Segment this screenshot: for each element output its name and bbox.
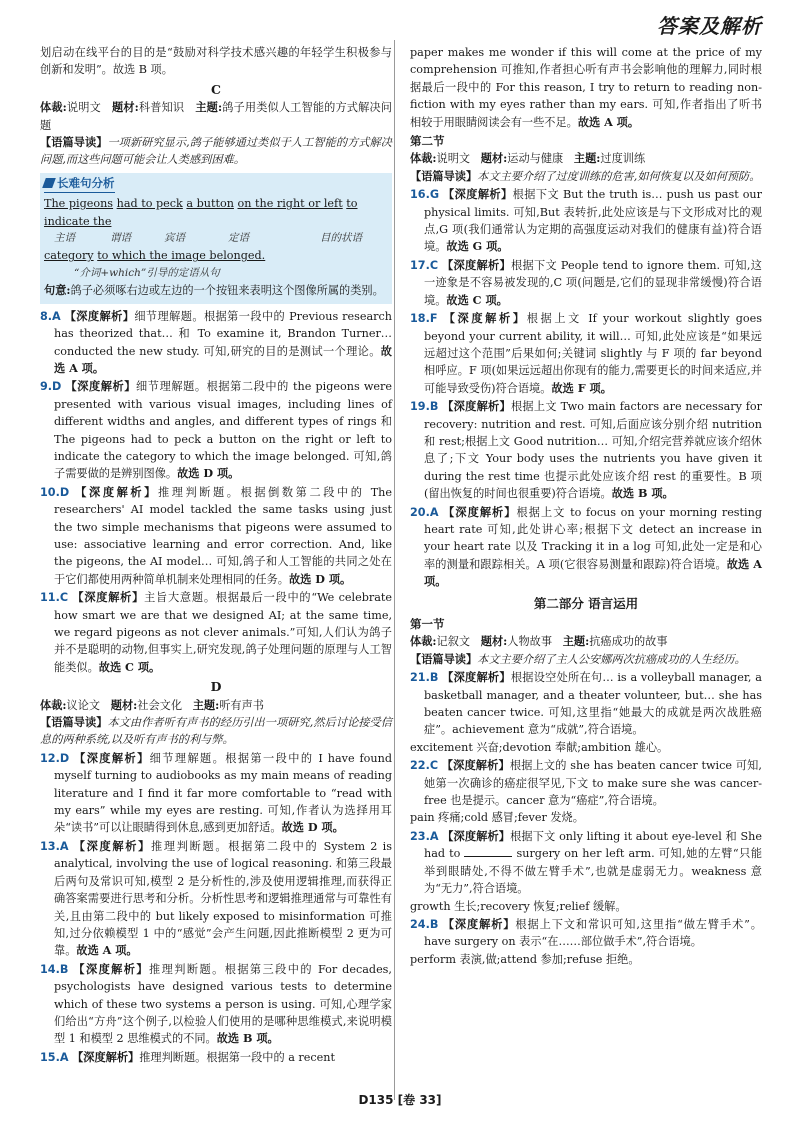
answer-item: 9.D 【深度解析】细节理解题。根据第二段中的 the pigeons were presented with various visual images, including lines of different widths and angles, and different types of rings 和 The pigeons had to peck a button on the right or left to indicate the category to which the image belonged. 可知,鸽子需要做的是辨别图像。故选 D 项。 (40, 379, 392, 481)
answer-extra: growth 生长;recovery 恢复;relief 缓解。 (410, 899, 627, 913)
intro-paragraph: 划启动在线平台的目的是“鼓励对科学技术感兴趣的年轻学生积极参与创新和发明”。故选 B 项。 (40, 46, 392, 77)
grammar-labels: 主语 谓语 宾语 定语 目的状语 (54, 232, 362, 245)
answer-item: 19.B 【深度解析】根据上文 Two main factors are necessary for recovery: nutrition and rest. 可知,后面应该分别介绍 nutrition 和 rest;根据上文 Good nutrition… 可知,介绍完营养就应该介绍休息了;下文 Your body uses the nutrients you have given it during the rest time 也提示此处应该介绍 rest 的重要性。B 项(留出恢复的时间也很重要)符合语境。故选 B 项。 (410, 399, 762, 501)
answer-item: 15.A 【深度解析】推理判断题。根据第一段中的 a recent (40, 1049, 335, 1064)
answer-item: 14.B 【深度解析】推理判断题。根据第三段中的 For decades, psychologists have designed various tests to determine which of these two systems a person is using. 可知,心理学家们给出“方舟”这个例子,以检验人们使用的是哪种思维模式,来说明模型 1 和模型 2 思维模式的不同。故选 B 项。 (40, 961, 392, 1046)
answer-item: 8.A 【深度解析】细节理解题。根据第一段中的 Previous research has theorized that… 和 To examine it, Brandon Turner… conducted the new study. 可知,研究的目的是测试一个理论。故选 A 项。 (40, 308, 392, 375)
right-column (410, 44, 762, 968)
answer-extra: excitement 兴奋;devotion 奉献;ambition 雄心。 (410, 740, 669, 754)
node-2-meta: 体裁:说明文 题材:运动与健康 主题:过度训练 (410, 151, 646, 166)
left-column (40, 44, 392, 1066)
section-d-heading: D (210, 679, 222, 695)
node-3-guide: 【语篇导读】本文主要介绍了主人公安娜两次抗癌成功的人生经历。 (410, 651, 746, 666)
answer-item: 13.A 【深度解析】推理判断题。根据第二段中的 System 2 is analytical, involving the use of logical reasoning. 和第三段最后两句及常识可知,模型 2 是分析性的,涉及使用逻辑推理,而获得正确答案需要进行思考和分析。分析性思考和逻辑推理通常与可靠性有关,且由第二段中的 but likely exposed to misinformation 可推知,过分依赖模型 1 中的“感觉”会产生问题,因此推断模型 2 更为可靠。故选 A 项。 (40, 838, 392, 958)
answer-item: 12.D 【深度解析】细节理解题。根据第一段中的 I have found myself turning to audiobooks as my main means of reading literature and I find it far more comfortable to “read with my ears” while my eyes are resting. 可知,作者认为选择用耳朵“读书”可以让眼睛得到休息,感到更加舒适。故选 D 项。 (40, 750, 392, 835)
node-3-meta: 体裁:记叙文 题材:人物故事 主题:抗癌成功的故事 (410, 634, 668, 649)
answer-item: 18.F 【深度解析】根据上文 If your workout slightly goes beyond your current ability, it will… 可知,此处应该是“如果远远超过这个范围”后果如何;关键词 slightly 与 F 项的 far beyond 相呼应。F 项(如果远远超出你现有的能力,需要更长的时间来适应,并可能导致受伤)符合语境。故选 F 项。 (410, 311, 762, 395)
section-c-guide: 【语篇导读】一项新研究显示,鸽子能够通过类似于人工智能的方式解决问题,而这些问题可能会让人类感到困难。 (40, 135, 392, 167)
translation: 句意:鸽子必须啄右边或左边的一个按钮来表明这个图像所属的类别。 (44, 283, 384, 298)
blank-line (464, 856, 512, 857)
continued-paragraph: paper makes me wonder if this will come at the price of my comprehension 可推知,作者担心听有声书会影响他的理解力,同时根据最后一段中的 For this reason, I try to return to reading non-fiction with my eyes rather than my ears. 可知,作者指出了听书相较于用眼睛阅读会有一些不足。故选 A 项。 (410, 46, 762, 129)
answer-item: 16.G 【深度解析】根据下文 But the truth is… push us past our physical limits. 可知,But 表转折,此处应该是与下文形成对比的观点,G 项(我们通常认为定期的高强度运动对我们的健康有益)符合语境。故选 G 项。 (410, 187, 762, 254)
answer-extra: pain 疼痛;cold 感冒;fever 发烧。 (410, 811, 584, 825)
node-2-heading: 第二节 (410, 134, 445, 149)
page-header-title: 答案及解析 (657, 14, 762, 38)
page-number: D135 [卷 33] (358, 1093, 442, 1107)
answer-item: 23.A 【深度解析】根据下文 only lifting it about eye-level 和 She had to surgery on her left arm. 可知,她的左臂“只能举到眼睛处,不得不做左臂手术”,也就是虚弱无力。weakness 意为“无力”,符合语境。 (410, 828, 763, 896)
section-c-meta: 体裁:说明文 题材:科普知识 主题:鸽子用类似人工智能的方式解决问题 (40, 100, 392, 132)
answer-item: 21.B 【深度解析】根据设空处所在句… is a volleyball manager, a basketball manager, and a theater volunteer, but… she has beaten cancer twice. 可知,这里指“她最大的成就是两次战胜癌症”。achievement 意为“成就”,符合语境。 (410, 670, 762, 737)
pen-icon (42, 178, 56, 188)
section-c-heading: C (211, 81, 221, 97)
answer-extra: perform 表演,做;attend 参加;refuse 拒绝。 (410, 952, 640, 966)
answer-item: 24.B 【深度解析】根据上下文和常识可知,这里指“做左臂手术”。have surgery on 表示“在……部位做手术”,符合语境。 (410, 916, 762, 949)
section-d-meta: 体裁:议论文 题材:社会文化 主题:听有声书 (40, 697, 264, 712)
column-divider (394, 40, 395, 1100)
answer-item: 17.C 【深度解析】根据下文 People tend to ignore them. 可知,这一迹象是不容易被发现的,C 项(问题是,它们的显现非常缓慢)符合语境。故选 C 项。 (410, 257, 762, 307)
long-sentence-cont: category to which the image belonged. (44, 249, 266, 263)
long-sentence-box (40, 173, 392, 304)
node-3-heading: 第一节 (410, 617, 445, 631)
long-sentence: The pigeons had to peck a button on the right or left to indicate the (44, 197, 358, 228)
section-d-guide: 【语篇导读】本文由作者听有声书的经历引出一项研究,然后讨论接受信息的两种系统,以及听有声书的利与弊。 (40, 715, 392, 747)
long-sentence-box-title: 长难句分析 (44, 175, 115, 193)
clause-note: “介词+which”引导的定语从句 (74, 266, 220, 279)
node-2-guide: 【语篇导读】本文主要介绍了过度训练的危害,如何恢复以及如何预防。 (410, 168, 761, 183)
answer-item: 20.A 【深度解析】根据上文 to focus on your morning resting heart rate 可知,此处讲心率;根据下文 detect an increase in your heart rate 以及 Tracking it in a log 可知,此处一定是和心率的测量和跟踪相关。A 项(它很容易测量和跟踪)符合语境。故选 A 项。 (410, 504, 762, 589)
answer-item: 22.C 【深度解析】根据上文的 she has beaten cancer twice 可知,她第一次确诊的癌症很罕见,下文 to make sure she was cancer-free 也是提示。cancer 意为“癌症”,符合语境。 (410, 758, 762, 808)
answer-item: 11.C 【深度解析】主旨大意题。根据最后一段中的“We celebrate how smart we are that we designed AI; at the same time, we regard pigeons as not clever animals.”可知,人们认为鸽子并不是聪明的动物,但事实上,研究发现,鸽子处理问题的原理与人工智能类似。故选 C 项。 (40, 590, 392, 674)
answer-item: 10.D 【深度解析】推理判断题。根据倒数第二段中的 The researchers' AI model tackled the same tasks using just the two simple mechanisms that pigeons were assumed to use: associative learning and error correction. And, like the pigeons, the AI model… 可知,鸽子和人工智能的共同之处在于它们都使用两种简单机制来处理相同的任务。故选 D 项。 (40, 484, 392, 586)
part-2-title: 第二部分 语言运用 (533, 595, 639, 611)
